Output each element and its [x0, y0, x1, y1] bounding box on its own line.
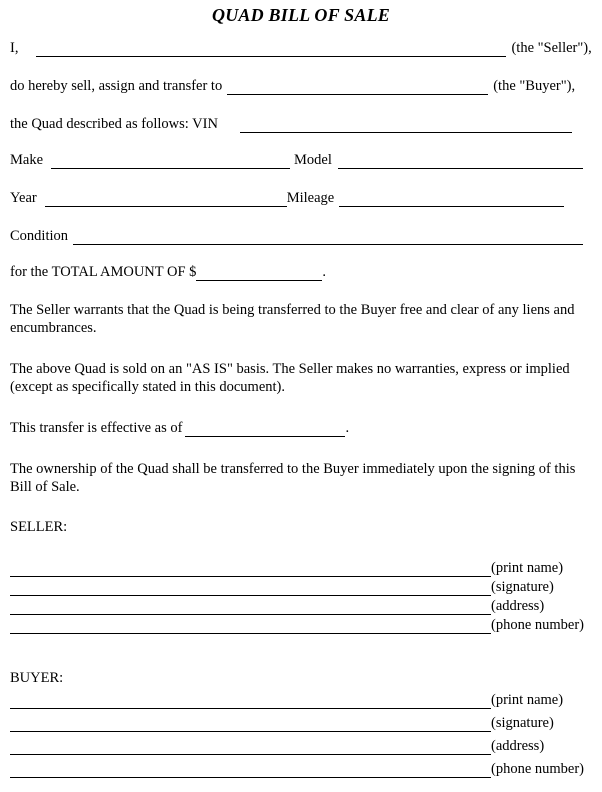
as-is-paragraph: The above Quad is sold on an "AS IS" basis. The Seller makes no warranties, express or implied (except as specifically stated in this document). — [10, 361, 570, 395]
amount-label: for the TOTAL AMOUNT OF $ — [10, 264, 197, 280]
buyer-heading: BUYER: — [10, 670, 64, 686]
make-model-row — [10, 152, 592, 169]
condition-field[interactable] — [73, 230, 583, 245]
seller-print-name-row — [10, 560, 592, 577]
vin-label: the Quad described as follows: VIN — [10, 116, 218, 132]
amount-suffix: . — [322, 264, 327, 280]
buyer-print-name-label: (print name) — [491, 692, 564, 708]
amount-field[interactable] — [196, 266, 322, 281]
condition-label: Condition — [10, 228, 69, 244]
buyer-prefix: do hereby sell, assign and transfer to — [10, 78, 223, 94]
seller-suffix: (the "Seller"), — [511, 40, 592, 56]
buyer-name-field[interactable] — [227, 80, 488, 95]
mileage-field[interactable] — [339, 192, 564, 207]
effective-date-row — [10, 420, 592, 437]
year-field[interactable] — [45, 192, 287, 207]
seller-print-name-label: (print name) — [491, 560, 564, 576]
seller-heading: SELLER: — [10, 519, 68, 535]
buyer-print-name-row — [10, 692, 592, 709]
seller-address-row — [10, 598, 592, 615]
seller-signature-field[interactable] — [10, 581, 491, 596]
buyer-address-field[interactable] — [10, 740, 491, 755]
buyer-phone-field[interactable] — [10, 763, 491, 778]
model-label: Model — [294, 152, 332, 168]
condition-row — [10, 228, 592, 245]
buyer-print-name-field[interactable] — [10, 694, 491, 709]
buyer-suffix: (the "Buyer"), — [493, 78, 576, 94]
effective-suffix: . — [345, 420, 350, 436]
buyer-address-label: (address) — [491, 738, 545, 754]
make-field[interactable] — [51, 154, 290, 169]
vin-row — [10, 116, 592, 133]
seller-print-name-field[interactable] — [10, 562, 491, 577]
seller-signature-label: (signature) — [491, 579, 554, 595]
buyer-signature-label: (signature) — [491, 715, 554, 731]
warranty-paragraph: The Seller warrants that the Quad is being transferred to the Buyer free and clear of any liens and encumbrances. — [10, 302, 575, 336]
buyer-signature-field[interactable] — [10, 717, 491, 732]
effective-label: This transfer is effective as of — [10, 420, 183, 436]
mileage-label: Mileage — [286, 190, 335, 206]
amount-row — [10, 264, 592, 281]
buyer-name-row — [10, 78, 592, 95]
seller-phone-label: (phone number) — [491, 617, 585, 633]
buyer-phone-label: (phone number) — [491, 761, 585, 777]
ownership-paragraph: The ownership of the Quad shall be transferred to the Buyer immediately upon the signing of this Bill of Sale. — [10, 461, 576, 495]
effective-date-field[interactable] — [185, 422, 345, 437]
seller-address-field[interactable] — [10, 600, 491, 615]
make-label: Make — [10, 152, 44, 168]
seller-address-label: (address) — [491, 598, 545, 614]
seller-phone-row — [10, 617, 592, 634]
seller-name-field[interactable] — [36, 42, 506, 57]
year-mileage-row — [10, 190, 592, 207]
seller-phone-field[interactable] — [10, 619, 491, 634]
seller-signature-row — [10, 579, 592, 596]
buyer-signature-row — [10, 715, 592, 732]
vin-field[interactable] — [240, 118, 572, 133]
model-field[interactable] — [338, 154, 583, 169]
seller-name-row — [10, 40, 592, 57]
year-label: Year — [10, 190, 37, 206]
buyer-address-row — [10, 738, 592, 755]
seller-prefix: I, — [10, 40, 19, 56]
document-title: QUAD BILL OF SALE — [212, 5, 390, 25]
buyer-phone-row — [10, 761, 592, 778]
